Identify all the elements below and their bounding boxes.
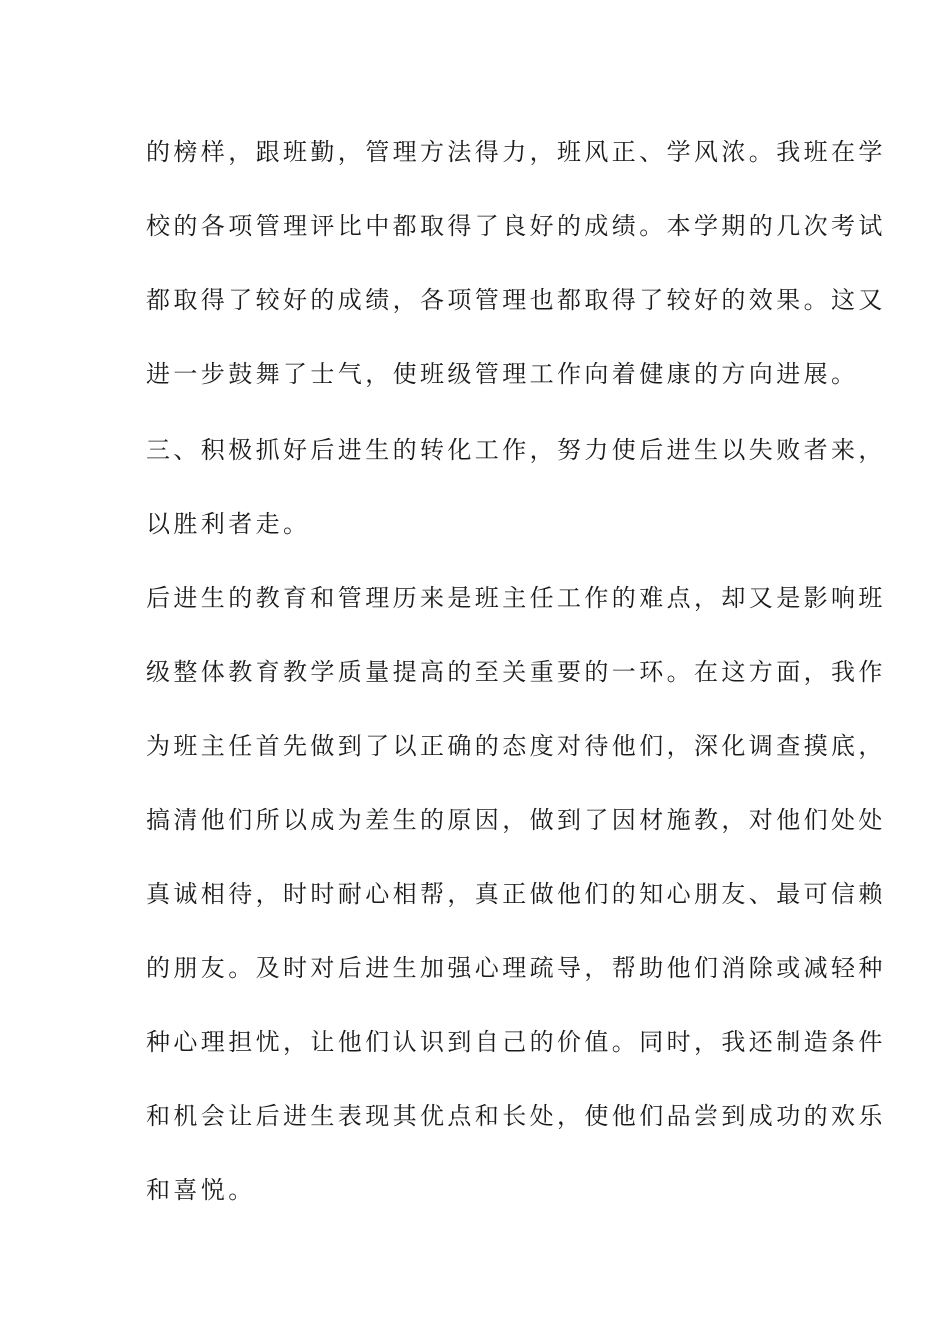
text-line: 进一步鼓舞了士气，使班级管理工作向着健康的方向进展。	[146, 360, 859, 388]
text-line: 真诚相待，时时耐心相帮，真正做他们的知心朋友、最可信赖	[146, 880, 886, 908]
text-line: 为班主任首先做到了以正确的态度对待他们，深化调查摸底，	[146, 732, 886, 760]
section-heading-line: 三、积极抓好后进生的转化工作，努力使后进生以失败者来，	[146, 436, 886, 464]
text-line: 和喜悦。	[146, 1176, 256, 1204]
text-line: 校的各项管理评比中都取得了良好的成绩。本学期的几次考试	[146, 212, 886, 240]
text-line: 后进生的教育和管理历来是班主任工作的难点，却又是影响班	[146, 584, 886, 612]
text-line: 的榜样，跟班勤，管理方法得力，班风正、学风浓。我班在学	[146, 138, 886, 166]
text-line: 的朋友。及时对后进生加强心理疏导，帮助他们消除或减轻种	[146, 954, 886, 982]
section-heading-line: 以胜利者走。	[146, 510, 311, 538]
text-line: 搞清他们所以成为差生的原因，做到了因材施教，对他们处处	[146, 806, 886, 834]
text-line: 种心理担忧，让他们认识到自己的价值。同时，我还制造条件	[146, 1028, 886, 1056]
text-line: 和机会让后进生表现其优点和长处，使他们品尝到成功的欢乐	[146, 1102, 886, 1130]
text-line: 级整体教育教学质量提高的至关重要的一环。在这方面，我作	[146, 658, 886, 686]
text-line: 都取得了较好的成绩，各项管理也都取得了较好的效果。这又	[146, 286, 886, 314]
